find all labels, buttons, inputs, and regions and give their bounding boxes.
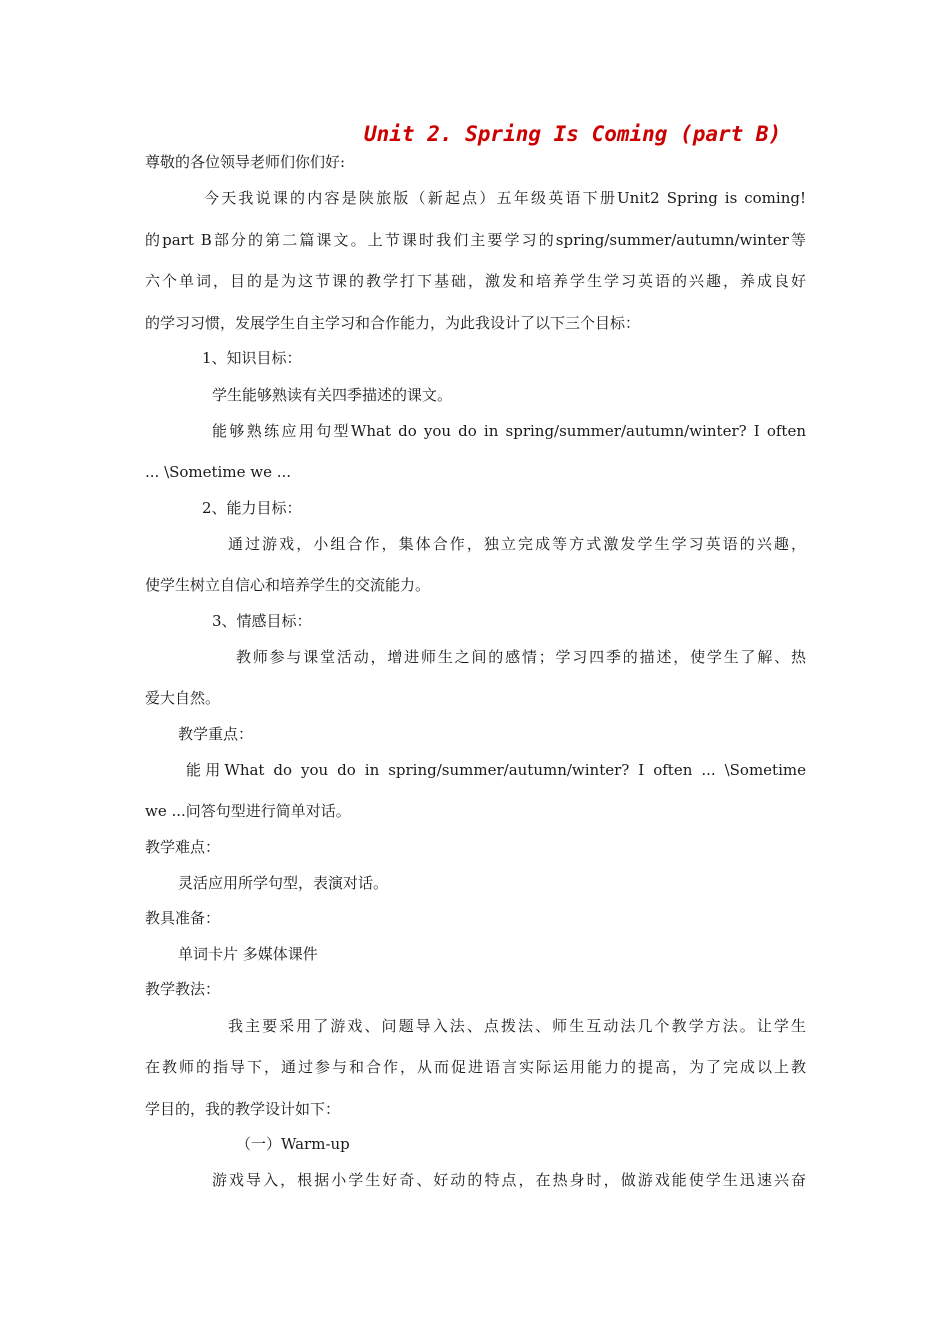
paragraph-line: 使学生树立自信心和培养学生的交流能力。: [145, 576, 431, 594]
greeting-line: 尊敬的各位领导老师们你们好:: [145, 153, 346, 171]
paragraph-line: 六个单词，目的是为这节课的教学打下基础，激发和培养学生学习英语的兴趣，养成良好: [145, 272, 806, 290]
paragraph-line: 我主要采用了游戏、问题导入法、点拨法、师生互动法几个教学方法。让学生: [228, 1017, 806, 1035]
paragraph-line: 能用What do you do in spring/summer/autumn/winter? I often ... \Sometime: [186, 761, 806, 779]
section-heading: 3、情感目标：: [212, 612, 312, 630]
section-heading: 教学难点：: [145, 838, 221, 856]
paragraph-line: 教师参与课堂活动，增进师生之间的感情；学习四季的描述，使学生了解、热: [236, 648, 806, 666]
paragraph-line: ... \Sometime we ...: [145, 463, 292, 481]
paragraph-line: 爱大自然。: [145, 689, 221, 707]
paragraph-line: 的part B部分的第二篇课文。上节课时我们主要学习的spring/summer/autumn/winter等: [145, 231, 806, 249]
paragraph-line: 学目的，我的教学设计如下：: [145, 1100, 341, 1118]
section-heading: 2、能力目标：: [202, 499, 302, 517]
section-heading: 教学重点：: [178, 725, 254, 743]
paragraph-line: 单词卡片 多媒体课件: [178, 945, 318, 963]
paragraph-line: 今天我说课的内容是陕旅版（新起点）五年级英语下册Unit2 Spring is coming!: [204, 189, 806, 207]
paragraph-line: we ...问答句型进行简单对话。: [145, 802, 351, 820]
section-heading: 1、知识目标：: [202, 349, 302, 367]
paragraph-line: 通过游戏，小组合作，集体合作，独立完成等方式激发学生学习英语的兴趣，: [228, 535, 806, 553]
paragraph-line: 的学习习惯，发展学生自主学习和合作能力，为此我设计了以下三个目标：: [145, 314, 641, 332]
section-heading: 教学教法：: [145, 980, 221, 998]
document-title: Unit 2. Spring Is Coming (part B): [364, 122, 782, 146]
paragraph-line: 游戏导入，根据小学生好奇、好动的特点，在热身时，做游戏能使学生迅速兴奋: [212, 1171, 806, 1189]
section-heading: （一）Warm-up: [236, 1135, 350, 1153]
paragraph-line: 灵活应用所学句型，表演对话。: [178, 874, 389, 892]
section-heading: 教具准备：: [145, 909, 221, 927]
paragraph-line: 学生能够熟读有关四季描述的课文。: [212, 386, 453, 404]
paragraph-line: 能够熟练应用句型What do you do in spring/summer/autumn/winter? I often: [212, 422, 806, 440]
paragraph-line: 在教师的指导下，通过参与和合作，从而促进语言实际运用能力的提高，为了完成以上教: [145, 1058, 806, 1076]
